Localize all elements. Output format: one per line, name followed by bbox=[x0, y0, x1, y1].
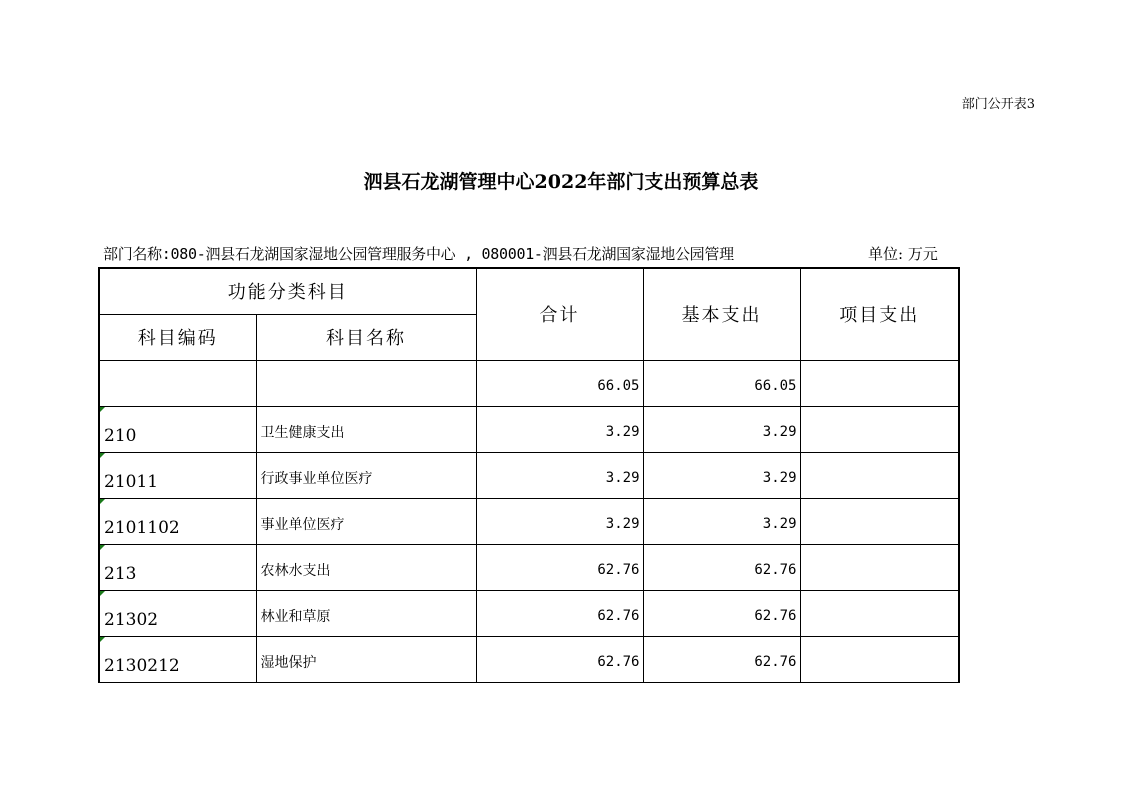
table-row bbox=[99, 360, 959, 406]
cell-basic bbox=[643, 406, 800, 452]
cell-name bbox=[256, 590, 476, 636]
cell-total-text: 62.76 bbox=[597, 607, 640, 624]
table-row bbox=[99, 590, 959, 636]
cell-total bbox=[476, 498, 643, 544]
cell-code bbox=[99, 636, 256, 682]
cell-name-text: 行政事业单位医疗 bbox=[260, 470, 373, 487]
cell-basic-text: 3.29 bbox=[762, 423, 797, 440]
cell-code bbox=[99, 498, 256, 544]
cell-total bbox=[476, 544, 643, 590]
cell-project bbox=[800, 636, 959, 682]
table-row bbox=[99, 498, 959, 544]
department-label: 部门名称:080-泗县石龙湖国家湿地公园管理服务中心 , 080001-泗县石龙湖国家湿地公园管理 bbox=[103, 245, 734, 263]
cell-project bbox=[800, 360, 959, 406]
cell-marker bbox=[100, 591, 105, 596]
cell-name bbox=[256, 360, 476, 406]
cell-code-text: 21302 bbox=[104, 609, 159, 630]
cell-name-text: 农林水支出 bbox=[260, 562, 331, 579]
cell-marker bbox=[100, 499, 105, 504]
cell-name-text: 卫生健康支出 bbox=[260, 424, 345, 441]
cell-project bbox=[800, 498, 959, 544]
cell-name bbox=[256, 498, 476, 544]
header-basic: 基本支出 bbox=[643, 268, 800, 360]
cell-code-text: 213 bbox=[104, 563, 137, 584]
cell-name-text: 湿地保护 bbox=[260, 654, 317, 671]
page-title: 泗县石龙湖管理中心2022年部门支出预算总表 bbox=[363, 171, 759, 193]
header-project: 项目支出 bbox=[800, 268, 959, 360]
cell-basic bbox=[643, 498, 800, 544]
cell-project bbox=[800, 590, 959, 636]
cell-total-text: 62.76 bbox=[597, 561, 640, 578]
cell-total bbox=[476, 636, 643, 682]
cell-name bbox=[256, 406, 476, 452]
cell-total bbox=[476, 590, 643, 636]
cell-total-text: 3.29 bbox=[605, 469, 640, 486]
cell-name bbox=[256, 544, 476, 590]
cell-total-text: 66.05 bbox=[597, 377, 640, 394]
cell-code bbox=[99, 590, 256, 636]
table-row bbox=[99, 544, 959, 590]
cell-name bbox=[256, 636, 476, 682]
cell-basic-text: 3.29 bbox=[762, 515, 797, 532]
budget-table bbox=[98, 267, 960, 683]
cell-marker bbox=[100, 453, 105, 458]
cell-total bbox=[476, 452, 643, 498]
cell-basic-text: 3.29 bbox=[762, 469, 797, 486]
cell-marker bbox=[100, 407, 105, 412]
table-row bbox=[99, 636, 959, 682]
cell-basic-text: 62.76 bbox=[754, 607, 797, 624]
table-row bbox=[99, 452, 959, 498]
cell-project bbox=[800, 452, 959, 498]
header-name: 科目名称 bbox=[256, 314, 476, 360]
table-row bbox=[99, 406, 959, 452]
cell-basic-text: 62.76 bbox=[754, 561, 797, 578]
cell-basic-text: 66.05 bbox=[754, 377, 797, 394]
header-total: 合计 bbox=[476, 268, 643, 360]
cell-name bbox=[256, 452, 476, 498]
cell-name-text: 事业单位医疗 bbox=[260, 516, 345, 533]
cell-basic bbox=[643, 452, 800, 498]
cell-total bbox=[476, 360, 643, 406]
cell-total-text: 3.29 bbox=[605, 515, 640, 532]
cell-total-text: 3.29 bbox=[605, 423, 640, 440]
cell-basic-text: 62.76 bbox=[754, 653, 797, 670]
cell-name-text: 林业和草原 bbox=[260, 608, 331, 625]
form-number: 部门公开表3 bbox=[961, 97, 1035, 112]
cell-code-text: 21011 bbox=[104, 471, 159, 492]
cell-project bbox=[800, 544, 959, 590]
cell-basic bbox=[643, 636, 800, 682]
cell-total bbox=[476, 406, 643, 452]
cell-marker bbox=[100, 637, 105, 642]
header-func-category: 功能分类科目 bbox=[99, 268, 476, 314]
cell-project bbox=[800, 406, 959, 452]
cell-code bbox=[99, 360, 256, 406]
cell-code-text: 2101102 bbox=[104, 517, 180, 538]
cell-marker bbox=[100, 545, 105, 550]
cell-code bbox=[99, 544, 256, 590]
header-code: 科目编码 bbox=[99, 314, 256, 360]
cell-total-text: 62.76 bbox=[597, 653, 640, 670]
unit-label: 单位: 万元 bbox=[868, 245, 938, 263]
cell-code bbox=[99, 406, 256, 452]
cell-basic bbox=[643, 360, 800, 406]
cell-code-text: 210 bbox=[104, 425, 137, 446]
cell-basic bbox=[643, 544, 800, 590]
cell-code bbox=[99, 452, 256, 498]
cell-basic bbox=[643, 590, 800, 636]
cell-code-text: 2130212 bbox=[104, 655, 180, 676]
